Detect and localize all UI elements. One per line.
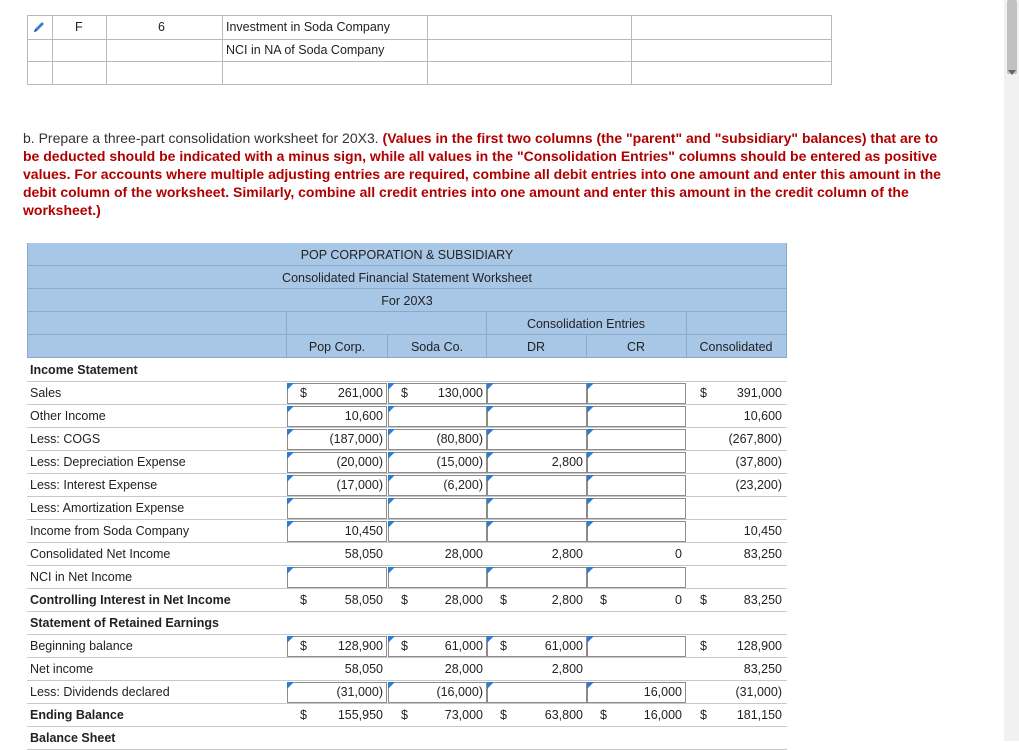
worksheet-input-cr[interactable] [587,498,686,519]
row-divider [27,565,787,566]
cell-value-pop: 155,950 [337,708,383,722]
worksheet-input-cr[interactable] [587,429,686,450]
cell-value-dr: 2,800 [551,547,583,561]
instructions-note: (Values in the first two columns (the "parent" and "subsidiary" balances) that are to be deducted should be indicated with a minus sign, while all values in the "Consolidation Entries" columns should be entered as positive values. For accounts where multiple adjusting entries are required, combine all debit entries into one amount and enter this amount in the debit column of the worksheet. Similarly, combine all credit entries into one amount and enter this amount in the credit column of the worksheet.) [23,130,941,218]
worksheet-input-dr[interactable] [487,429,587,450]
cell-value-cons: 181,150 [736,708,782,722]
cell-value-soda: 61,000 [444,639,483,653]
currency-symbol: $ [401,708,408,722]
cell-value-soda: (15,000) [436,455,483,469]
cell-value-cons: 391,000 [736,386,782,400]
cell-value-pop: (17,000) [336,478,383,492]
input-flag-icon [587,475,594,482]
row-label: Beginning balance [30,639,133,653]
currency-symbol: $ [401,386,408,400]
input-flag-icon [587,636,594,643]
input-flag-icon [388,521,395,528]
worksheet-subtitle: Consolidated Financial Statement Worksheet [282,271,532,285]
input-flag-icon [487,682,494,689]
input-flag-icon [487,475,494,482]
currency-symbol: $ [401,639,408,653]
instructions-text: b. Prepare a three-part consolidation worksheet for 20X3. [23,130,383,146]
row-divider [27,657,787,658]
input-flag-icon [587,498,594,505]
cell-value-soda: 28,000 [444,547,483,561]
cr-header: CR [626,340,646,354]
row-label: Less: Depreciation Expense [30,455,186,469]
entry-account-1: Investment in Soda Company [226,20,390,34]
worksheet-input-cr[interactable] [587,383,686,404]
input-flag-icon [487,429,494,436]
cell-value-cons: 128,900 [736,639,782,653]
input-flag-icon [388,406,395,413]
dr-header: DR [526,340,546,354]
cell-value-cr: 0 [675,547,682,561]
row-label: Consolidated Net Income [30,547,171,561]
worksheet-input-soda[interactable] [388,521,487,542]
row-label: Less: COGS [30,432,101,446]
worksheet-input-soda[interactable] [388,567,487,588]
worksheet-input-cr[interactable] [587,452,686,473]
worksheet-input-soda[interactable] [388,406,487,427]
cell-value-pop: (20,000) [336,455,383,469]
worksheet-period: For 20X3 [381,294,433,308]
row-label: Statement of Retained Earnings [30,616,219,630]
row-label: Net income [30,662,94,676]
row-divider [27,519,787,520]
cell-value-pop: 128,900 [337,639,383,653]
cell-value-pop: 10,600 [344,409,383,423]
currency-symbol: $ [300,386,307,400]
currency-symbol: $ [700,639,707,653]
worksheet-input-pop[interactable] [287,498,387,519]
cell-value-pop: 58,050 [344,593,383,607]
soda-co-header: Soda Co. [410,340,464,354]
input-flag-icon [587,429,594,436]
row-divider [27,381,787,382]
input-flag-icon [587,452,594,459]
cell-value-cons: 83,250 [743,547,782,561]
vertical-scrollbar[interactable] [1004,0,1019,741]
row-label: NCI in Net Income [30,570,133,584]
cell-value-dr: 2,800 [551,662,583,676]
consolidation-entries-header: Consolidation Entries [526,317,646,331]
cell-value-pop: 58,050 [344,547,383,561]
worksheet-input-cr[interactable] [587,406,686,427]
cell-value-soda: 28,000 [444,593,483,607]
pencil-icon[interactable] [31,19,47,35]
row-label: Less: Amortization Expense [30,501,185,515]
cell-value-pop: 10,450 [344,524,383,538]
row-divider [27,404,787,405]
row-divider [27,726,787,727]
currency-symbol: $ [401,593,408,607]
cell-value-dr: 61,000 [544,639,583,653]
row-label: Balance Sheet [30,731,116,745]
currency-symbol: $ [300,708,307,722]
cell-value-cons: 10,600 [743,409,782,423]
input-flag-icon [487,406,494,413]
cell-value-cons: 83,250 [743,662,782,676]
cell-value-soda: 130,000 [437,386,483,400]
row-divider [27,588,787,589]
currency-symbol: $ [300,593,307,607]
row-divider [27,496,787,497]
entry-number: 6 [158,20,165,34]
cell-value-cons: 83,250 [743,593,782,607]
row-label: Less: Interest Expense [30,478,158,492]
cell-value-cons: 10,450 [743,524,782,538]
currency-symbol: $ [500,639,507,653]
worksheet-input-soda[interactable] [388,498,487,519]
cell-value-pop: (31,000) [336,685,383,699]
consolidated-header: Consolidated [699,340,773,354]
cell-value-cr: 0 [675,593,682,607]
column-letter: F [75,20,83,34]
instructions [23,129,958,219]
cell-value-cr: 16,000 [643,685,682,699]
input-flag-icon [487,498,494,505]
cell-value-cons: (23,200) [735,478,782,492]
row-label: Less: Dividends declared [30,685,170,699]
cell-value-soda: (16,000) [436,685,483,699]
row-divider [27,611,787,612]
row-label: Income Statement [30,363,138,377]
input-flag-icon [487,521,494,528]
input-flag-icon [487,567,494,574]
worksheet-title: POP CORPORATION & SUBSIDIARY [300,248,514,262]
worksheet-input-cr[interactable] [587,636,686,657]
cell-value-soda: (80,800) [436,432,483,446]
cell-value-dr: 2,800 [551,593,583,607]
scrollbar-thumb[interactable] [1007,0,1017,74]
cell-value-cons: (37,800) [735,455,782,469]
column-header-row [27,335,787,358]
input-flag-icon [587,567,594,574]
currency-symbol: $ [600,593,607,607]
cell-value-dr: 63,800 [544,708,583,722]
row-divider [27,634,787,635]
cell-value-cons: (31,000) [735,685,782,699]
row-divider [27,450,787,451]
input-flag-icon [587,521,594,528]
input-flag-icon [388,567,395,574]
worksheet-input-dr[interactable] [487,406,587,427]
input-flag-icon [388,498,395,505]
cell-value-cons: (267,800) [728,432,782,446]
worksheet-input-cr[interactable] [587,521,686,542]
row-label: Income from Soda Company [30,524,190,538]
cell-value-cr: 16,000 [643,708,682,722]
cell-value-pop: (187,000) [329,432,383,446]
currency-symbol: $ [500,593,507,607]
currency-symbol: $ [700,593,707,607]
cell-value-pop: 58,050 [344,662,383,676]
currency-symbol: $ [300,639,307,653]
worksheet-input-dr[interactable] [487,475,587,496]
row-divider [27,473,787,474]
cell-value-soda: 73,000 [444,708,483,722]
input-flag-icon [287,567,294,574]
row-divider [27,680,787,681]
worksheet-input-cr[interactable] [587,475,686,496]
cell-value-dr: 2,800 [551,455,583,469]
currency-symbol: $ [700,386,707,400]
worksheet-input-cr[interactable] [587,567,686,588]
row-divider [27,427,787,428]
worksheet-input-pop[interactable] [287,567,387,588]
scroll-down-arrow-icon[interactable] [1008,70,1016,75]
row-label: Ending Balance [30,708,124,722]
cell-value-soda: 28,000 [444,662,483,676]
worksheet-input-dr[interactable] [487,567,587,588]
worksheet-input-dr[interactable] [487,498,587,519]
currency-symbol: $ [500,708,507,722]
currency-symbol: $ [700,708,707,722]
input-flag-icon [287,498,294,505]
entry-account-2: NCI in NA of Soda Company [226,43,385,57]
row-divider [27,542,787,543]
worksheet-input-dr[interactable] [487,682,587,703]
input-flag-icon [487,383,494,390]
cell-value-pop: 261,000 [337,386,383,400]
cell-value-soda: (6,200) [443,478,483,492]
row-label: Controlling Interest in Net Income [30,593,231,607]
input-flag-icon [587,383,594,390]
pop-corp-header: Pop Corp. [308,340,366,354]
worksheet-input-dr[interactable] [487,521,587,542]
currency-symbol: $ [600,708,607,722]
worksheet-input-dr[interactable] [487,383,587,404]
cons-entries-row [27,312,787,335]
input-flag-icon [587,406,594,413]
row-divider [27,703,787,704]
row-label: Sales [30,386,62,400]
row-label: Other Income [30,409,106,423]
